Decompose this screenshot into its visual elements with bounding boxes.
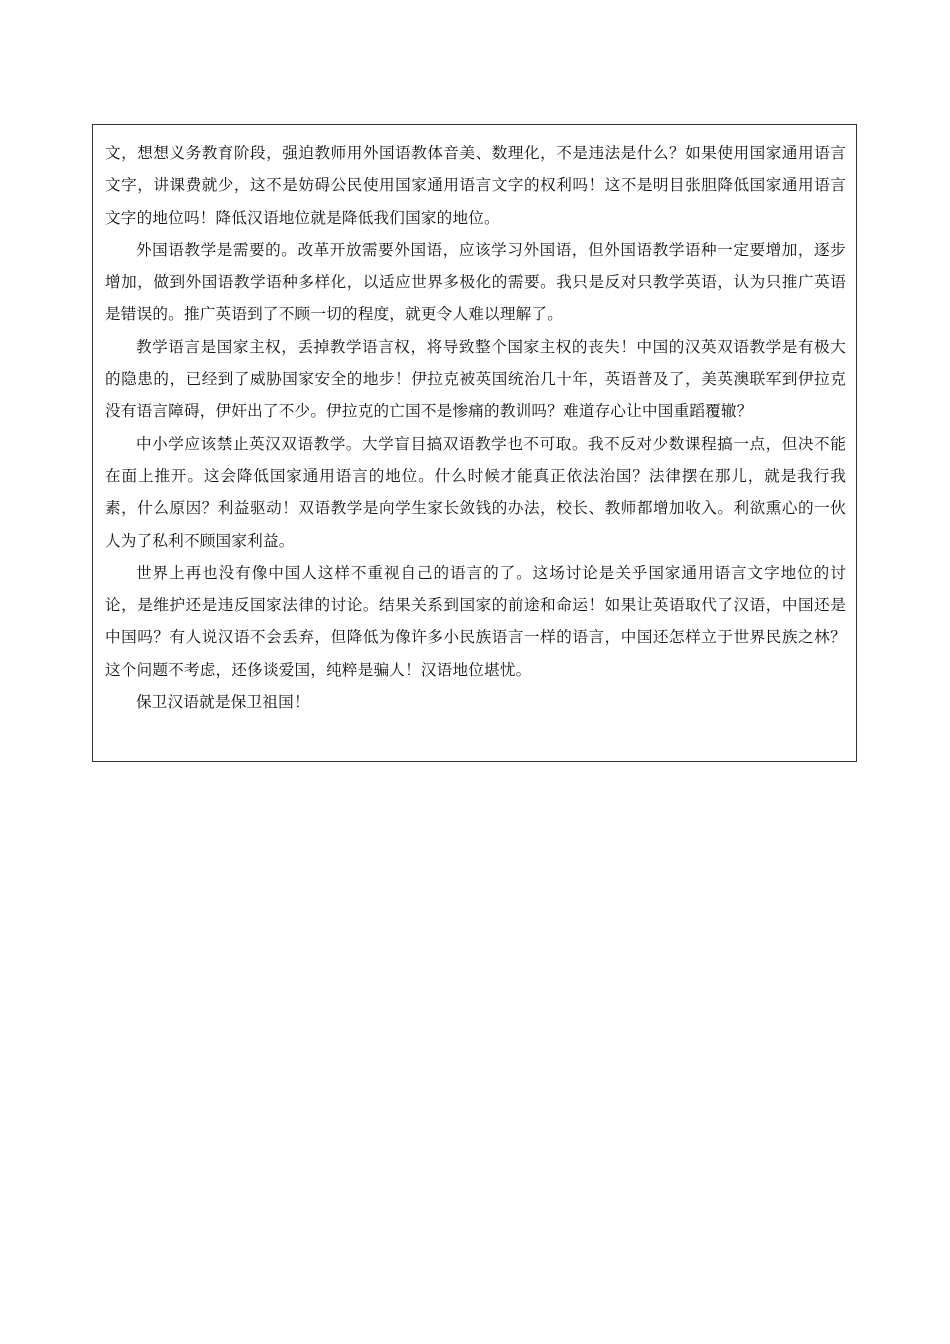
paragraph-2: 外国语教学是需要的。改革开放需要外国语，应该学习外国语，但外国语教学语种一定要增加，逐步增加，做到外国语教学语种多样化，以适应世界多极化的需要。我只是反对只教学英语，认为只推广英语是错误的。推广英语到了不顾一切的程度，就更令人难以理解了。 — [105, 240, 846, 324]
document-text-box — [92, 124, 857, 762]
paragraph-5: 世界上再也没有像中国人这样不重视自己的语言的了。这场讨论是关乎国家通用语言文字地位的讨论，是维护还是违反国家法律的讨论。结果关系到国家的前途和命运！如果让英语取代了汉语，中国还是中国吗？有人说汉语不会丢弃，但降低为像许多小民族语言一样的语言，中国还怎样立于世界民族之林？这个问题不考虑，还侈谈爱国，纯粹是骗人！汉语地位堪忧。 — [105, 563, 846, 679]
paragraph-1: 文，想想义务教育阶段，强迫教师用外国语教体音美、数理化，不是违法是什么？如果使用国家通用语言文字，讲课费就少，这不是妨碍公民使用国家通用语言文字的权利吗！这不是明目张胆降低国家通用语言文字的地位吗！降低汉语地位就是降低我们国家的地位。 — [105, 144, 846, 227]
paragraph-6: 保卫汉语就是保卫祖国！ — [136, 693, 310, 712]
paragraph-3: 教学语言是国家主权，丢掉教学语言权，将导致整个国家主权的丧失！中国的汉英双语教学是有极大的隐患的，已经到了威胁国家安全的地步！伊拉克被英国统治几十年，英语普及了，美英澳联军到伊拉克没有语言障碍，伊奸出了不少。伊拉克的亡国不是惨痛的教训吗？难道存心让中国重蹈覆辙？ — [105, 337, 846, 421]
paragraph-4: 中小学应该禁止英汉双语教学。大学盲目搞双语教学也不可取。我不反对少数课程搞一点，但决不能在面上推开。这会降低国家通用语言的地位。什么时候才能真正依法治国？法律摆在那儿，就是我行我素，什么原因？利益驱动！双语教学是向学生家长敛钱的办法，校长、教师都增加收入。利欲熏心的一伙人为了私利不顾国家利益。 — [105, 434, 846, 550]
